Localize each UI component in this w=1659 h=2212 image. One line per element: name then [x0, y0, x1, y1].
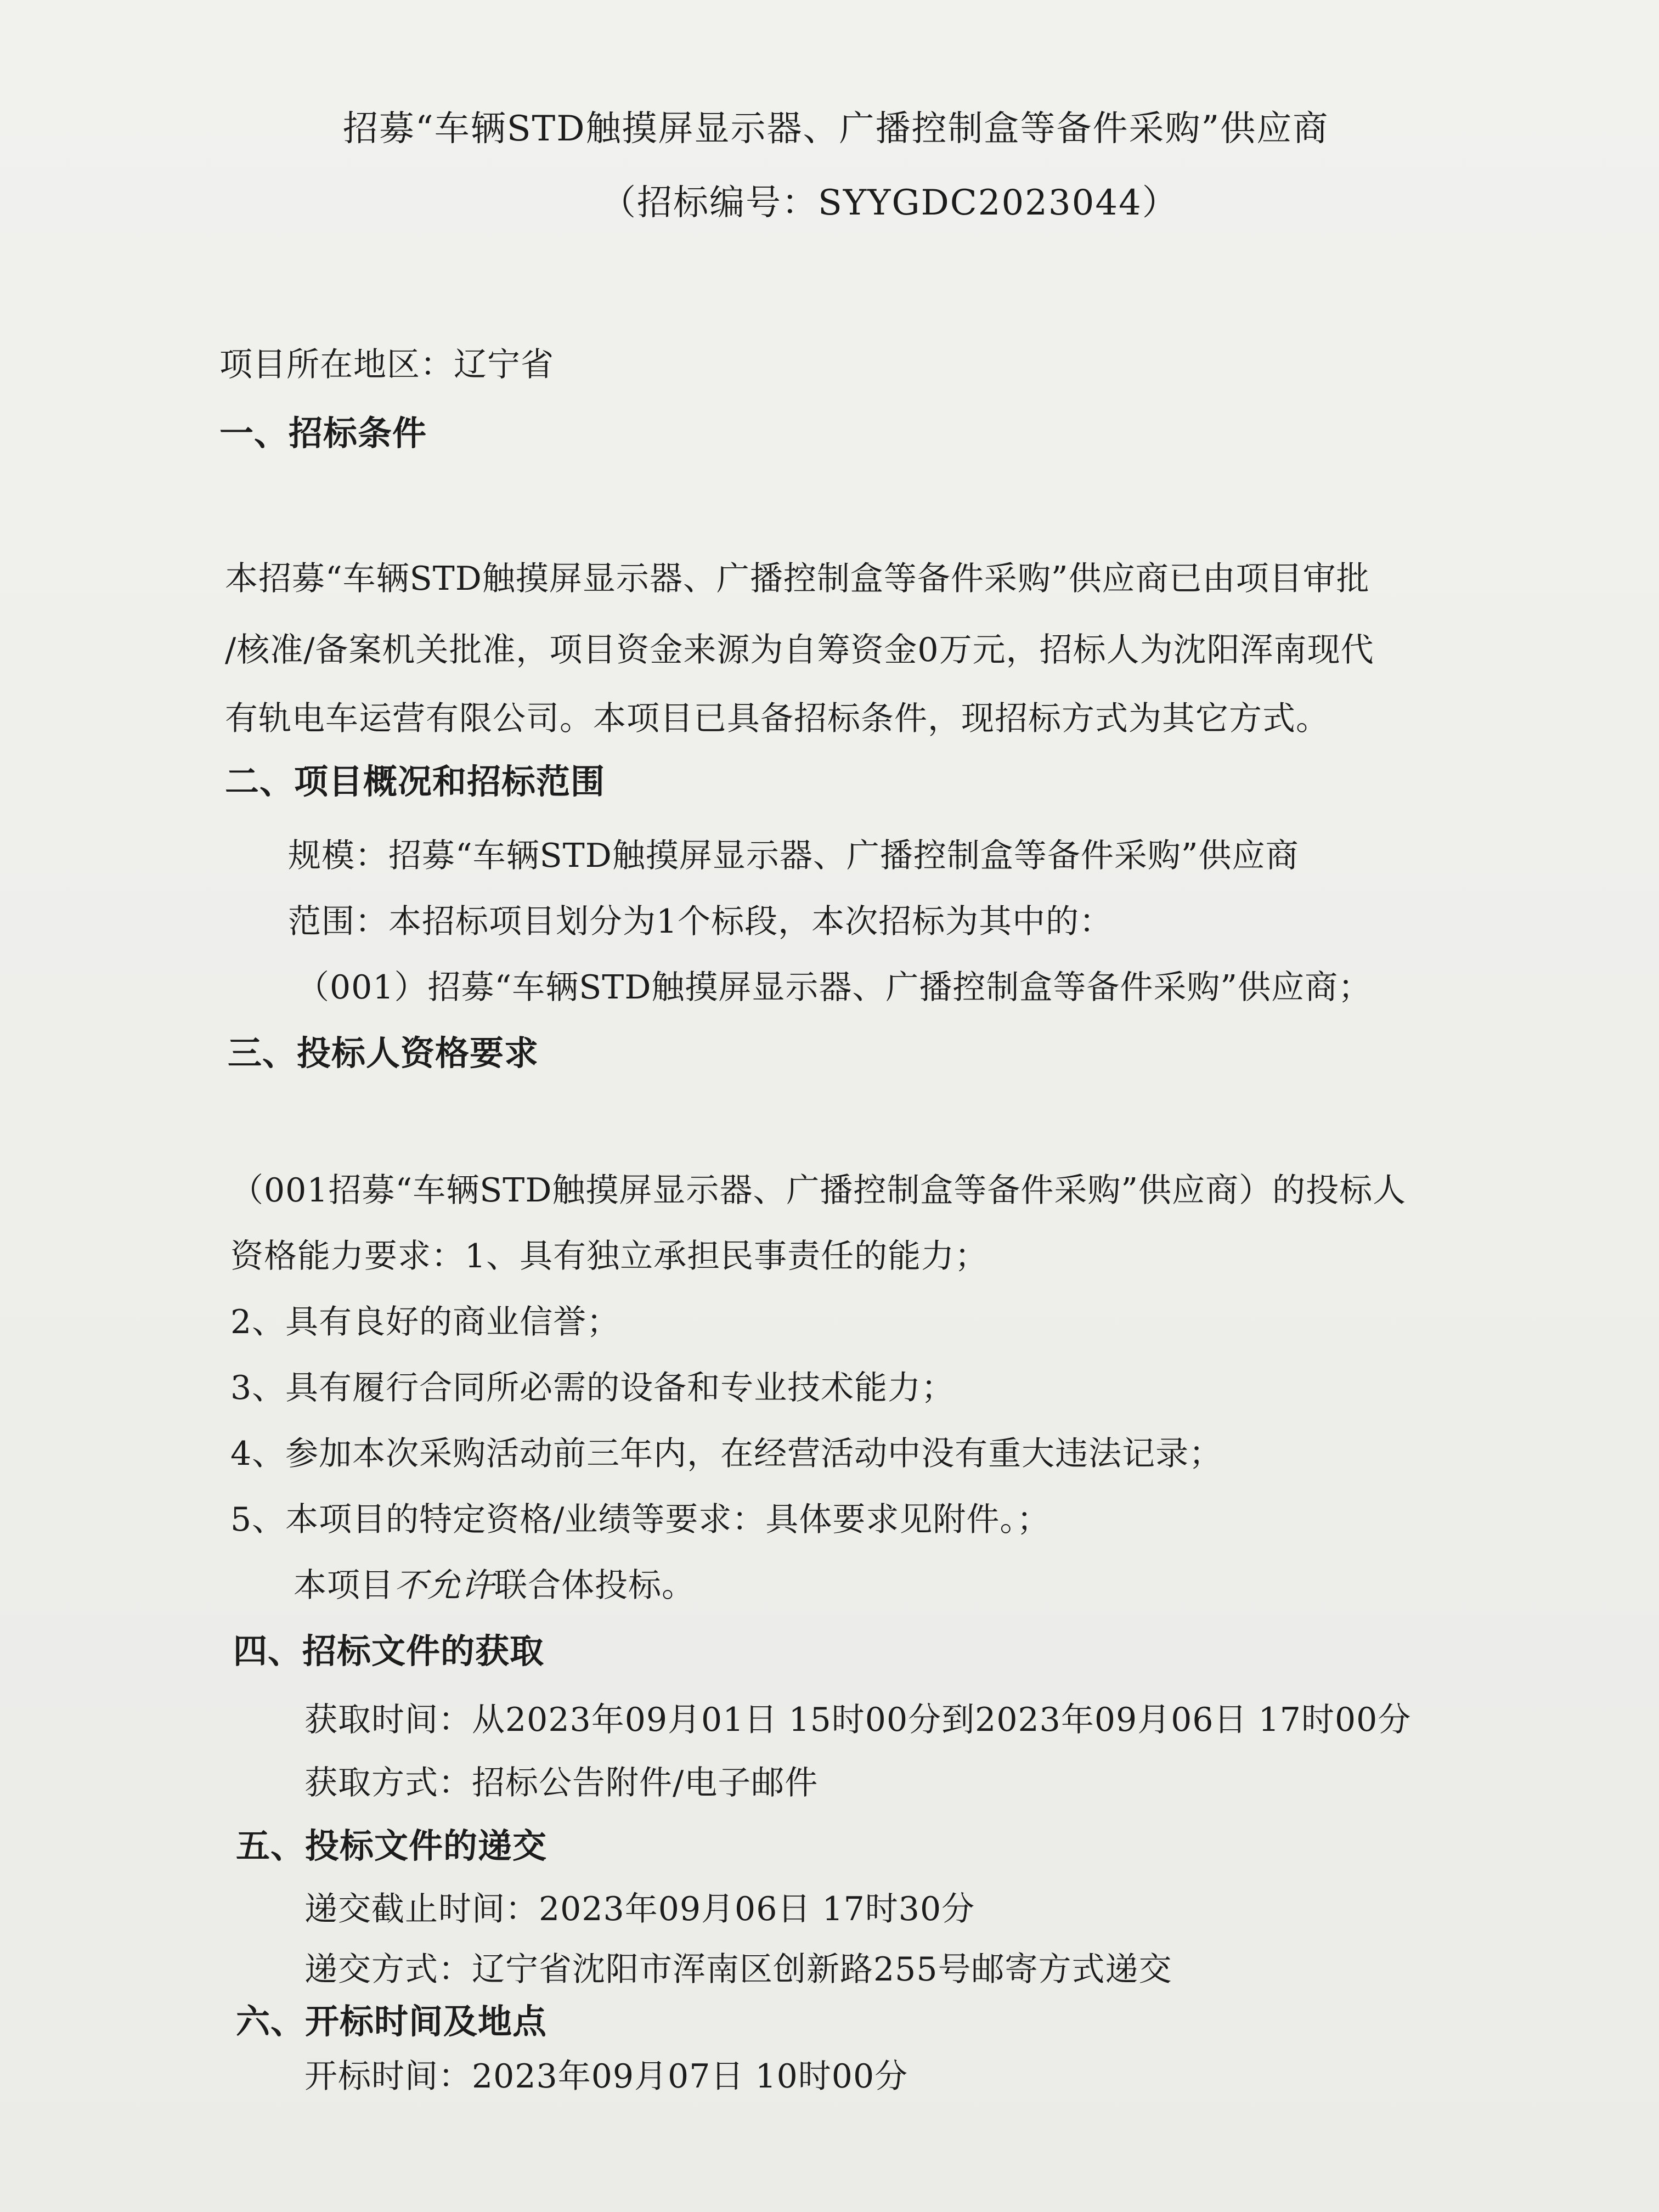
section-1-paragraph-line-1: 本招募“车辆STD触摸屏显示器、广播控制盒等备件采购”供应商已由项目审批	[225, 560, 1370, 598]
section-1-heading: 一、招标条件	[219, 413, 427, 453]
section-1-paragraph-line-2: /核准/备案机关批准，项目资金来源为自筹资金0万元，招标人为沈阳浑南现代	[225, 631, 1374, 669]
section-3-requirement-item-3: 3、具有履行合同所必需的设备和专业技术能力；	[230, 1369, 955, 1407]
document-title: 招募“车辆STD触摸屏显示器、广播控制盒等备件采购”供应商	[343, 109, 1329, 149]
section-6-time: 开标时间：2023年09月07日 10时00分	[304, 2057, 909, 2096]
section-3-consortium-note	[294, 1564, 695, 1607]
section-2-lot: （001）招募“车辆STD触摸屏显示器、广播控制盒等备件采购”供应商；	[296, 968, 1372, 1007]
section-3-requirement-line-2: 资格能力要求：1、具有独立承担民事责任的能力；	[230, 1237, 989, 1276]
section-3-requirement-item-5: 5、本项目的特定资格/业绩等要求：具体要求见附件。；	[230, 1500, 1051, 1539]
section-5-method: 递交方式：辽宁省沈阳市浑南区创新路255号邮寄方式递交	[304, 1950, 1172, 1989]
section-4-time: 获取时间：从2023年09月01日 15时00分到2023年09月06日 17时00分	[304, 1701, 1412, 1739]
section-5-deadline: 递交截止时间：2023年09月06日 17时30分	[304, 1890, 975, 1928]
section-3-requirement-line-1: （001招募“车辆STD触摸屏显示器、广播控制盒等备件采购”供应商）的投标人	[230, 1171, 1407, 1210]
consortium-prefix: 本项目	[294, 1566, 394, 1605]
project-region: 项目所在地区：辽宁省	[219, 346, 554, 384]
section-5-heading: 五、投标文件的递交	[236, 1826, 548, 1866]
section-3-heading: 三、投标人资格要求	[228, 1033, 539, 1073]
section-4-method: 获取方式：招标公告附件/电子邮件	[304, 1764, 819, 1802]
section-2-heading: 二、项目概况和招标范围	[225, 761, 606, 802]
section-6-heading: 六、开标时间及地点	[236, 2001, 548, 2041]
section-2-scale: 规模：招募“车辆STD触摸屏显示器、广播控制盒等备件采购”供应商	[288, 837, 1299, 875]
section-3-requirement-item-2: 2、具有良好的商业信誉；	[230, 1303, 620, 1341]
section-3-requirement-item-4: 4、参加本次采购活动前三年内，在经营活动中没有重大违法记录；	[230, 1435, 1223, 1473]
bid-number: （招标编号：SYYGDC2023044）	[601, 183, 1178, 223]
section-1-paragraph-line-3: 有轨电车运营有限公司。本项目已具备招标条件，现招标方式为其它方式。	[225, 699, 1329, 738]
section-4-heading: 四、招标文件的获取	[233, 1631, 545, 1671]
section-2-scope: 范围：本招标项目划分为1个标段，本次招标为其中的：	[288, 902, 1113, 941]
consortium-emphasis: 不允许	[394, 1566, 494, 1605]
consortium-suffix: 联合体投标。	[494, 1566, 695, 1605]
